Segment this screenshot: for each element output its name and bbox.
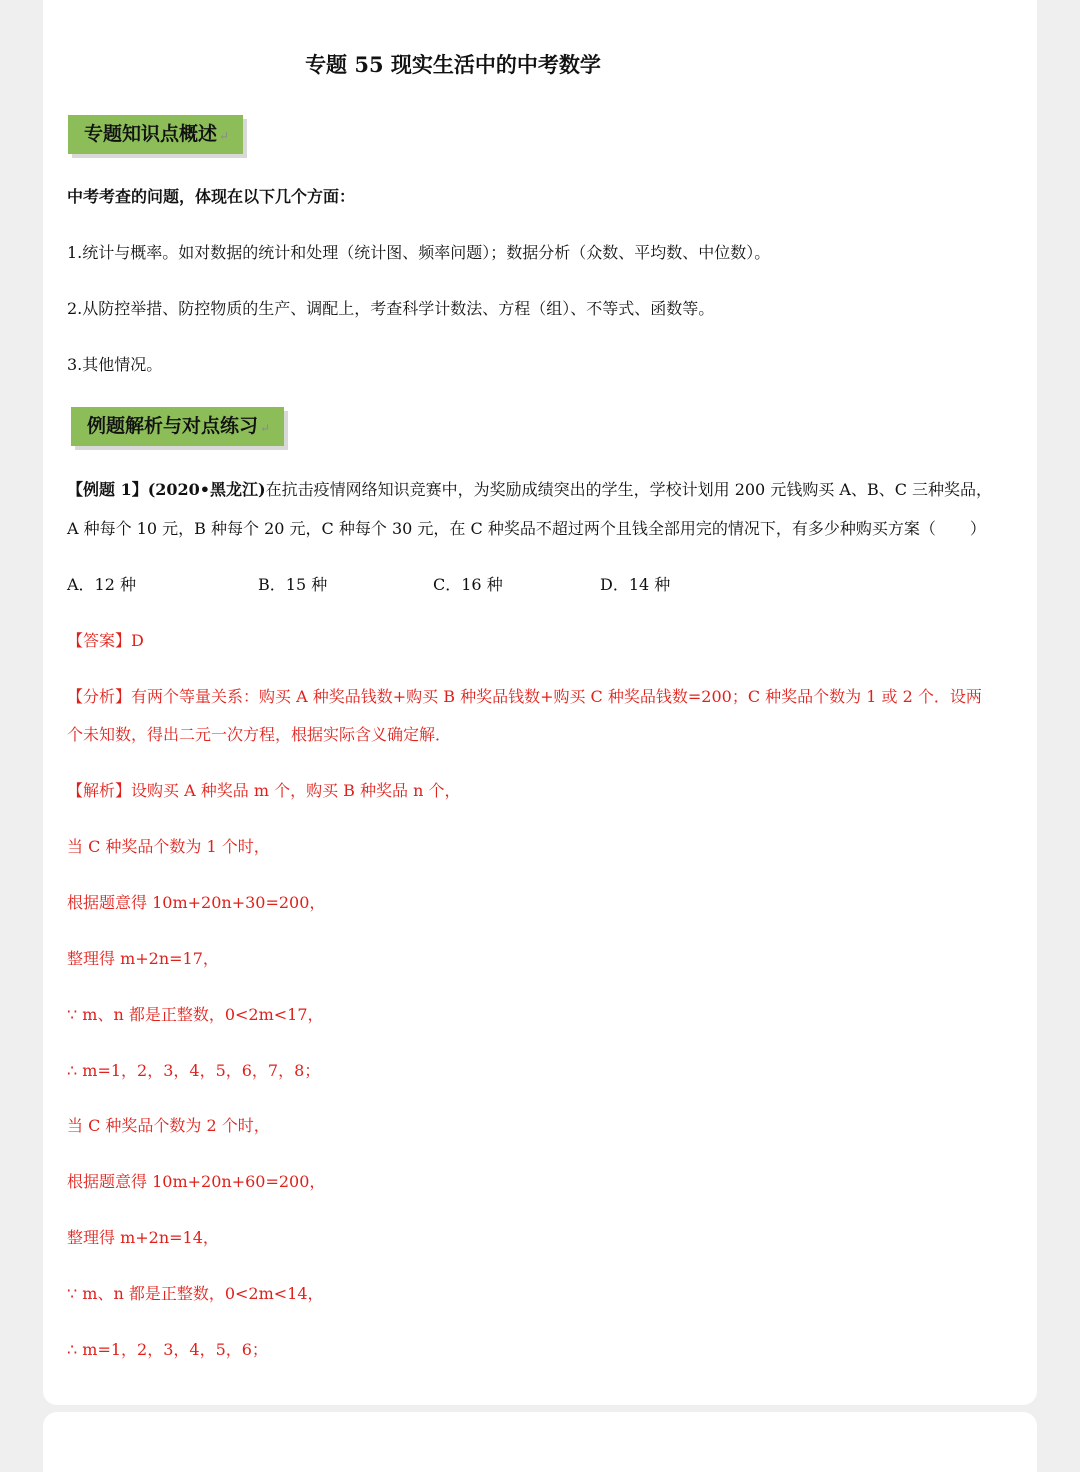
section-heading-examples [71, 407, 284, 446]
solution-line: 当 C 种奖品个数为 2 个时， [67, 1116, 270, 1135]
solution-line: 根据题意得 10m+20n+60=200， [67, 1172, 326, 1191]
option-a: A．12 种 [67, 575, 137, 594]
option-d: D．14 种 [600, 575, 671, 594]
intro-item-3: 3.其他情况。 [67, 355, 163, 374]
document-page [43, 0, 1037, 1405]
section-heading-text: 例题解析与对点练习 [87, 415, 259, 437]
solution-line: 当 C 种奖品个数为 1 个时， [67, 837, 270, 856]
intro-lead: 中考考查的问题，体现在以下几个方面： [67, 187, 356, 206]
example-stem-line-1 [67, 478, 1017, 502]
intro-item-2: 2.从防控举措、防控物质的生产、调配上，考查科学计数法、方程（组）、不等式、函数等。 [67, 299, 715, 318]
analysis-line-2: 个未知数，得出二元一次方程，根据实际含义确定解． [67, 725, 452, 744]
section-heading-overview [68, 115, 243, 154]
intro-item-1: 1.统计与概率。如对数据的统计和处理（统计图、频率问题）；数据分析（众数、平均数、中位数）。 [67, 243, 771, 262]
answer-line: 【答案】D [67, 631, 144, 650]
next-page-edge [43, 1412, 1037, 1472]
solution-line: 整理得 m+2n=17， [67, 949, 219, 968]
solution-line: 整理得 m+2n=14， [67, 1228, 219, 1247]
paragraph-mark-icon: ↵ [260, 421, 271, 435]
paragraph-mark-icon: ↵ [219, 129, 230, 143]
solution-line: ∵ m、n 都是正整数，0<2m<14， [67, 1284, 324, 1303]
solution-line: 根据题意得 10m+20n+30=200， [67, 893, 326, 912]
analysis-line-1: 【分析】有两个等量关系：购买 A 种奖品钱数+购买 B 种奖品钱数+购买 C 种奖品钱数=200；C 种奖品个数为 1 或 2 个．设两 [67, 687, 982, 706]
example-stem-text: A 种每个 10 元，B 种每个 20 元，C 种每个 30 元，在 C 种奖品不超过两个且钱全部用完的情况下，有多少种购买方案（ [67, 519, 936, 538]
option-c: C．16 种 [433, 575, 503, 594]
example-tag: 【例题 1】(2020•黑龙江) [67, 480, 266, 499]
solution-line: ∵ m、n 都是正整数，0<2m<17， [67, 1005, 324, 1024]
example-stem-text: 在抗击疫情网络知识竞赛中，为奖励成绩突出的学生，学校计划用 200 元钱购买 A、B、C 三种奖品， [265, 480, 993, 499]
solution-line: ∴ m=1，2，3，4，5，6，7，8； [67, 1061, 321, 1080]
option-b: B．15 种 [258, 575, 328, 594]
solution-line: ∴ m=1，2，3，4，5，6； [67, 1340, 268, 1359]
example-stem-close: ） [969, 519, 986, 538]
solution-line: 【解析】设购买 A 种奖品 m 个，购买 B 种奖品 n 个， [67, 781, 461, 800]
section-heading-text: 专题知识点概述 [84, 123, 218, 145]
document-title: 专题 55 现实生活中的中考数学 [305, 52, 601, 77]
example-stem-line-2 [67, 517, 1017, 541]
